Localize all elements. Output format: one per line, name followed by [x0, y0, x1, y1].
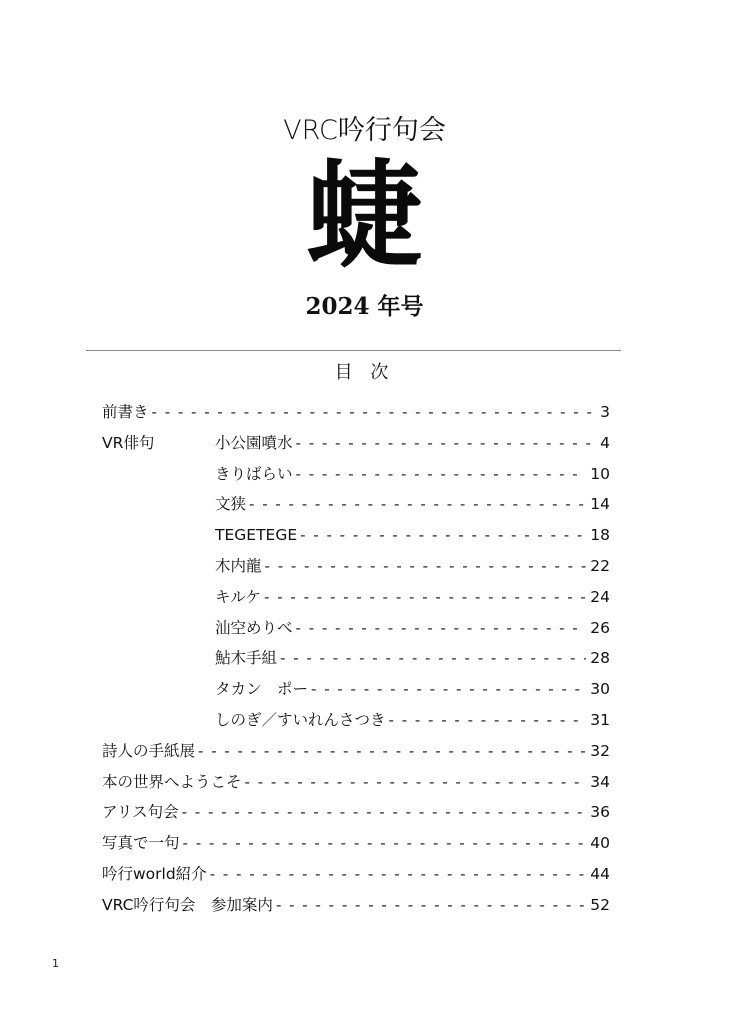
toc-row	[102, 520, 610, 551]
toc-row	[102, 797, 610, 828]
toc-page: 52	[590, 895, 610, 914]
dot-leader	[276, 890, 586, 921]
toc-row	[102, 613, 610, 644]
dot-leader	[296, 459, 587, 490]
toc-page: 14	[590, 495, 610, 514]
toc-entry: 木内龍	[215, 556, 262, 575]
toc-page: 30	[590, 680, 610, 699]
dot-leader	[280, 643, 586, 674]
toc-entry: しのぎ／すいれんさつき	[215, 710, 386, 729]
toc-row	[102, 397, 610, 428]
dot-leader	[296, 428, 597, 459]
toc-category: VR俳句	[102, 433, 155, 452]
toc-page: 40	[590, 834, 610, 853]
toc-page: 26	[590, 618, 610, 637]
toc-row	[102, 551, 610, 582]
toc-entry: 本の世界へようこそ	[102, 772, 242, 791]
toc-entry: 汕空めりべ	[215, 618, 293, 637]
toc-entry: 詩人の手紙展	[102, 741, 196, 760]
toc-entry: 写真で一句	[102, 834, 180, 853]
toc-page: 3	[600, 403, 610, 421]
toc-page: 4	[600, 433, 610, 452]
dot-leader	[311, 674, 586, 705]
dot-leader	[300, 520, 586, 551]
dot-leader	[183, 828, 587, 859]
dot-leader	[265, 551, 587, 582]
toc-entry: タカン ポー	[215, 680, 309, 699]
toc-entry: 鮎木手組	[215, 649, 278, 668]
toc-row	[102, 705, 610, 736]
dot-leader	[152, 397, 597, 428]
toc-page: 34	[590, 772, 610, 791]
toc-row	[102, 890, 610, 921]
toc-page: 36	[590, 803, 610, 822]
toc-row	[102, 674, 610, 705]
toc-page: 22	[590, 556, 610, 575]
toc-entry: 前書き	[102, 403, 149, 421]
dot-leader	[389, 705, 587, 736]
dot-leader	[296, 613, 587, 644]
toc-page: 44	[590, 864, 610, 883]
dot-leader	[245, 767, 587, 798]
divider	[86, 350, 621, 351]
toc-entry: TEGETEGE	[215, 526, 298, 545]
toc-page: 18	[590, 526, 610, 545]
toc-row	[102, 736, 610, 767]
toc-page: 32	[590, 741, 610, 760]
issue-label: 2024 年号	[305, 293, 424, 320]
toc-row	[102, 859, 610, 890]
dot-leader	[182, 797, 587, 828]
document-title: 蜨	[306, 148, 423, 284]
toc-entry: VRC吟行句会 参加案内	[102, 895, 273, 914]
toc-entry: 小公園噴水	[215, 433, 293, 452]
toc-entry: 吟行world紹介	[102, 864, 207, 883]
toc-row	[102, 767, 610, 798]
toc-entry: キルケ	[215, 587, 262, 606]
organization-name: VRC吟行句会	[283, 115, 446, 146]
dot-leader	[210, 859, 587, 890]
toc-row	[102, 489, 610, 520]
dot-leader	[264, 582, 586, 613]
table-of-contents	[102, 397, 610, 921]
toc-row	[102, 582, 610, 613]
toc-row	[102, 459, 610, 490]
toc-entry: 文狭	[215, 495, 247, 514]
page-number: 1	[52, 957, 59, 970]
toc-page: 24	[590, 587, 610, 606]
toc-row	[102, 643, 610, 674]
toc-page: 28	[590, 649, 610, 668]
toc-entry: アリス句会	[102, 803, 179, 822]
toc-heading: 目 次	[334, 362, 395, 383]
toc-entry: きりばらい	[215, 464, 293, 483]
toc-page: 10	[590, 464, 610, 483]
toc-row	[102, 428, 610, 459]
toc-page: 31	[590, 710, 610, 729]
dot-leader	[198, 736, 586, 767]
dot-leader	[249, 489, 586, 520]
toc-row	[102, 828, 610, 859]
